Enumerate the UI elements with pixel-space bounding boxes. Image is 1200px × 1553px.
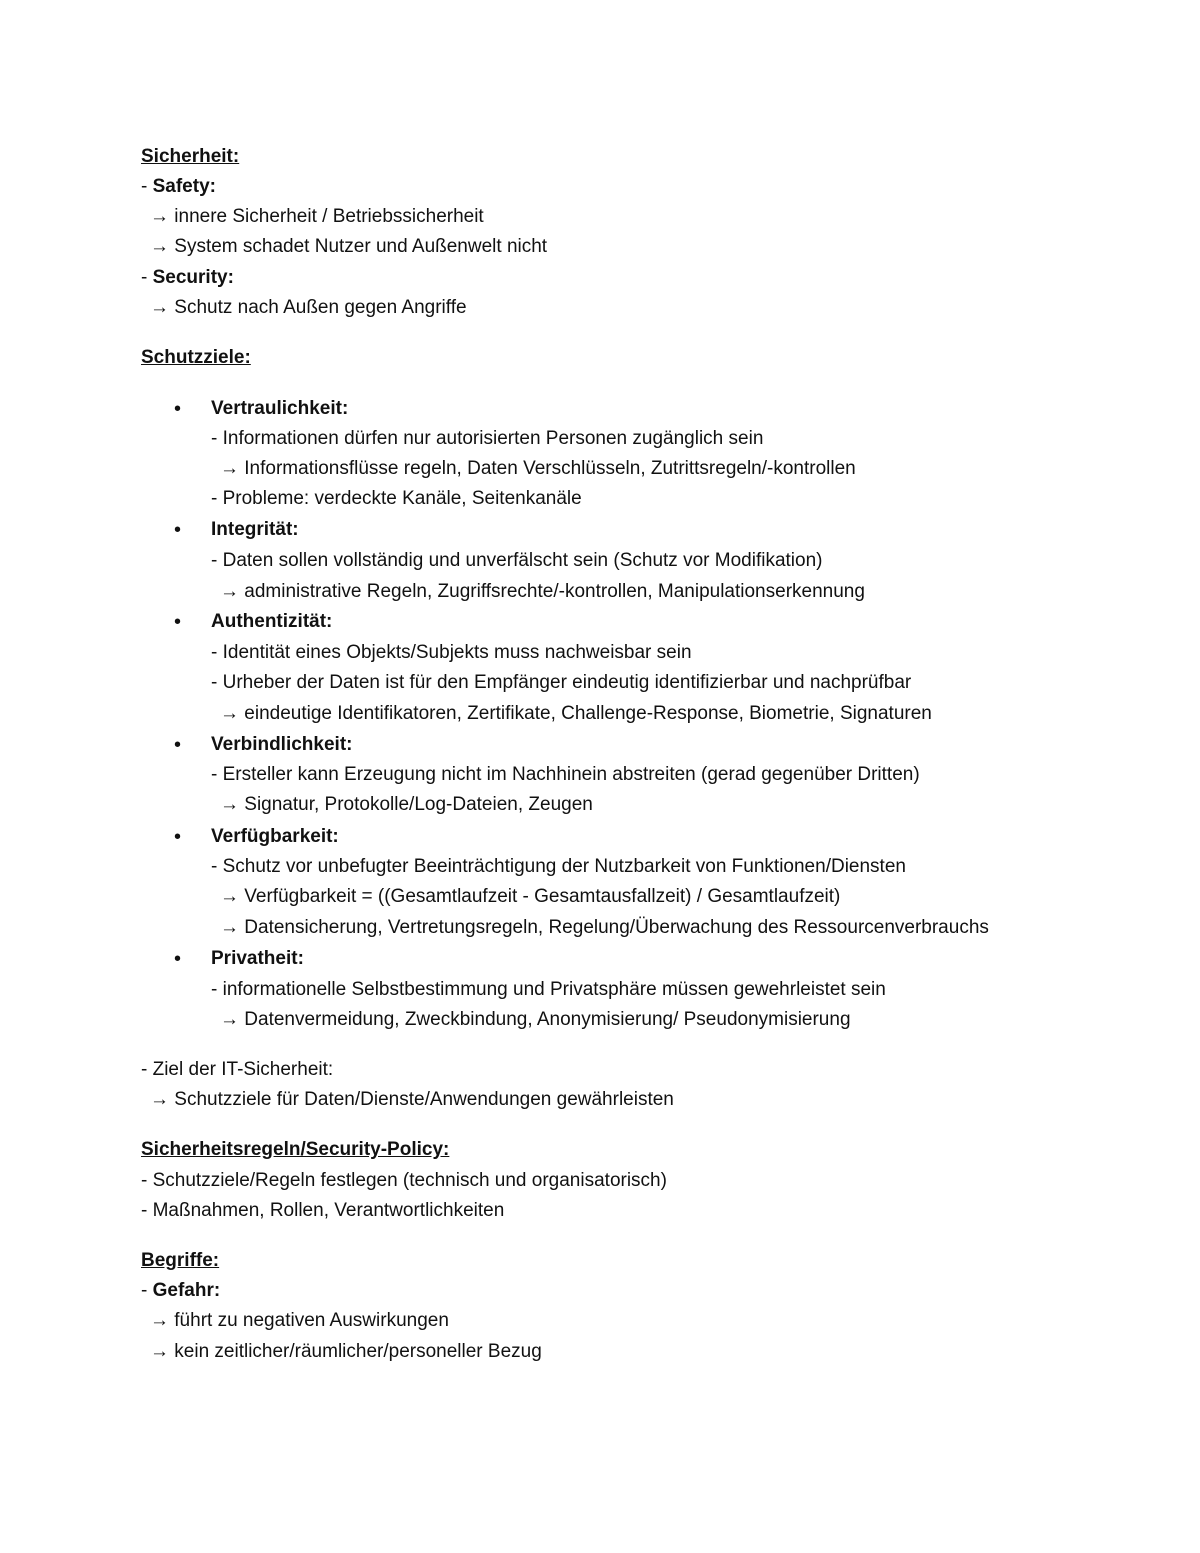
gefahr-detail-1: → führt zu negativen Auswirkungen (150, 1310, 449, 1331)
security-line (141, 266, 234, 290)
goal-line: → Datenvermeidung, Zweckbindung, Anonymisierung/ Pseudonymisierung (220, 1009, 851, 1030)
safety-line (141, 175, 216, 199)
goal-line: → eindeutige Identifikatoren, Zertifikate, Challenge-Response, Biometrie, Signaturen (220, 703, 932, 724)
goal-line: → Datensicherung, Vertretungsregeln, Regelung/Überwachung des Ressourcenverbrauchs (220, 917, 989, 938)
goal-line: → administrative Regeln, Zugriffsrechte/-kontrollen, Manipulationserkennung (220, 581, 865, 602)
goal-title-verbindlichkeit: Verbindlichkeit: (211, 734, 353, 755)
gefahr-detail-2: → kein zeitlicher/räumlicher/personeller Bezug (150, 1341, 542, 1362)
security-detail-1: → Schutz nach Außen gegen Angriffe (150, 297, 467, 318)
goal-line: → Signatur, Protokolle/Log-Dateien, Zeugen (220, 794, 593, 815)
gefahr-label: Gefahr: (152, 1280, 221, 1301)
goal-line: - informationelle Selbstbestimmung und Privatsphäre müssen gewehrleistet sein (211, 979, 886, 1000)
bullet: • (174, 398, 182, 420)
goal-title-vertraulichkeit: Vertraulichkeit: (211, 398, 349, 419)
goal-line: - Urheber der Daten ist für den Empfänger eindeutig identifizierbar und nachprüfbar (211, 672, 912, 693)
goal-title-authentizitaet: Authentizität: (211, 611, 333, 632)
dash: - (141, 176, 153, 197)
dash: - (141, 1280, 153, 1301)
bullet: • (174, 519, 182, 541)
heading-begriffe: Begriffe: (141, 1250, 220, 1271)
heading-sicherheit: Sicherheit: (141, 146, 240, 167)
dash: - (141, 267, 153, 288)
safety-label: Safety: (152, 176, 216, 197)
security-label: Security: (152, 267, 234, 288)
goal-line: - Identität eines Objekts/Subjekts muss nachweisbar sein (211, 642, 692, 663)
goal-line: → Verfügbarkeit = ((Gesamtlaufzeit - Gesamtausfallzeit) / Gesamtlaufzeit) (220, 886, 841, 907)
policy-line-2: - Maßnahmen, Rollen, Verantwortlichkeiten (141, 1200, 505, 1221)
goal-line: - Schutz vor unbefugter Beeinträchtigung der Nutzbarkeit von Funktionen/Diensten (211, 856, 906, 877)
it-goal-line: - Ziel der IT-Sicherheit: (141, 1059, 334, 1080)
goal-line: - Probleme: verdeckte Kanäle, Seitenkanäle (211, 488, 582, 509)
safety-detail-1: → innere Sicherheit / Betriebssicherheit (150, 206, 484, 227)
policy-line-1: - Schutzziele/Regeln festlegen (technisch und organisatorisch) (141, 1170, 667, 1191)
goal-title-integritaet: Integrität: (211, 519, 299, 540)
goal-line: - Informationen dürfen nur autorisierten Personen zugänglich sein (211, 428, 764, 449)
goal-title-privatheit: Privatheit: (211, 948, 304, 969)
bullet: • (174, 948, 182, 970)
bullet: • (174, 734, 182, 756)
heading-schutzziele: Schutzziele: (141, 347, 251, 368)
goal-line: - Ersteller kann Erzeugung nicht im Nachhinein abstreiten (gerad gegenüber Dritten) (211, 764, 920, 785)
bullet: • (174, 826, 182, 848)
goal-line: - Daten sollen vollständig und unverfälscht sein (Schutz vor Modifikation) (211, 550, 823, 571)
safety-detail-2: → System schadet Nutzer und Außenwelt nicht (150, 236, 548, 257)
gefahr-line (141, 1279, 220, 1303)
it-goal-detail: → Schutzziele für Daten/Dienste/Anwendungen gewährleisten (150, 1089, 674, 1110)
heading-security-policy: Sicherheitsregeln/Security-Policy: (141, 1139, 450, 1160)
goal-title-verfuegbarkeit: Verfügbarkeit: (211, 826, 339, 847)
bullet: • (174, 611, 182, 633)
goal-line: → Informationsflüsse regeln, Daten Verschlüsseln, Zutrittsregeln/-kontrollen (220, 458, 856, 479)
